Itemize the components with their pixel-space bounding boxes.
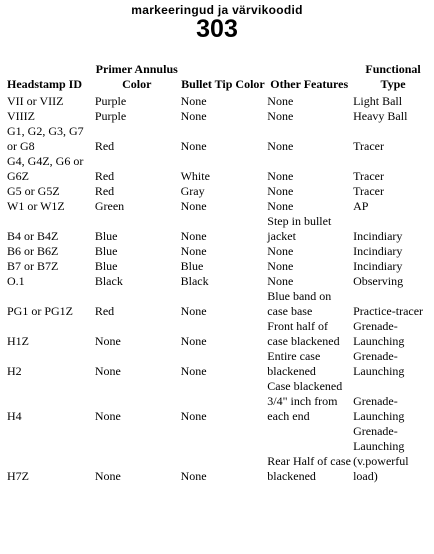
headstamp-id-cell: B4 or B4Z — [7, 229, 59, 243]
tip-color-cell: Gray — [180, 184, 205, 198]
functional-type-cell: Tracer — [353, 169, 384, 183]
headstamp-id-cell: O.1 — [7, 274, 25, 288]
column-header-primer-annulus-color: Primer Annulus Color — [95, 62, 178, 91]
table-row — [6, 214, 434, 244]
table-row — [6, 319, 434, 349]
headstamp-id-cell: G1, G2, G3, G7 or G8 — [7, 124, 84, 153]
primer-color-cell: Black — [94, 274, 123, 288]
tip-color-cell: None — [180, 139, 207, 153]
table-row — [6, 199, 434, 214]
other-features-cell: None — [267, 169, 294, 183]
tip-color-cell: None — [180, 199, 207, 213]
headstamp-id-cell: H7Z — [7, 469, 29, 483]
headstamp-id-cell: H4 — [7, 409, 22, 423]
functional-type-cell: Grenade-Launching — [353, 394, 405, 423]
functional-type-cell: Practice-tracer — [353, 304, 424, 318]
functional-type-cell: Grenade-Launching — [353, 349, 405, 378]
headstamp-table — [6, 62, 434, 484]
tip-color-cell: None — [180, 304, 207, 318]
table-row — [6, 109, 434, 124]
tip-color-cell: Black — [180, 274, 209, 288]
tip-color-cell: White — [180, 169, 210, 183]
column-header-functional-type: Functional Type — [365, 62, 421, 91]
primer-color-cell: Blue — [94, 259, 118, 273]
tip-color-cell: None — [180, 244, 207, 258]
primer-color-cell: None — [94, 469, 121, 483]
other-features-cell: None — [267, 199, 294, 213]
headstamp-id-cell: B7 or B7Z — [7, 259, 59, 273]
other-features-cell: Case blackened 3/4" inch from each end — [267, 379, 343, 423]
functional-type-cell: Heavy Ball — [353, 109, 408, 123]
primer-color-cell: Red — [94, 184, 115, 198]
primer-color-cell: Red — [94, 304, 115, 318]
functional-type-cell: Grenade-Launching (v.powerful load) — [353, 424, 409, 483]
primer-color-cell: Purple — [94, 94, 127, 108]
table-row — [6, 244, 434, 259]
tip-color-cell: None — [180, 94, 207, 108]
primer-color-cell: Red — [94, 139, 115, 153]
table-row — [6, 274, 434, 289]
other-features-cell: Blue band on case base — [267, 289, 332, 318]
table-row — [6, 379, 434, 424]
functional-type-cell: Incindiary — [353, 229, 403, 243]
headstamp-id-cell: VIIIZ — [7, 109, 35, 123]
other-features-cell: Step in bullet jacket — [267, 214, 332, 243]
headstamp-id-cell: H1Z — [7, 334, 29, 348]
other-features-cell: None — [267, 94, 294, 108]
other-features-cell: None — [267, 244, 294, 258]
table-header-row — [6, 62, 434, 94]
tip-color-cell: None — [180, 229, 207, 243]
table-row — [6, 259, 434, 274]
table-row — [6, 349, 434, 379]
table-row — [6, 94, 434, 109]
headstamp-id-cell: G4, G4Z, G6 or G6Z — [7, 154, 84, 183]
primer-color-cell: Purple — [94, 109, 127, 123]
functional-type-cell: Tracer — [353, 139, 384, 153]
column-header-bullet-tip-color: Bullet Tip Color — [181, 77, 265, 91]
primer-color-cell: Blue — [94, 229, 118, 243]
other-features-cell: None — [267, 274, 294, 288]
other-features-cell: Front half of case blackened — [267, 319, 340, 348]
primer-color-cell: Blue — [94, 244, 118, 258]
functional-type-cell: AP — [353, 199, 369, 213]
functional-type-cell: Light Ball — [353, 94, 403, 108]
other-features-cell: None — [267, 109, 294, 123]
headstamp-id-cell: W1 or W1Z — [7, 199, 65, 213]
table-row — [6, 124, 434, 154]
primer-color-cell: None — [94, 334, 121, 348]
page-title: 303 — [196, 15, 238, 43]
other-features-cell: None — [267, 259, 294, 273]
functional-type-cell: Incindiary — [353, 244, 403, 258]
tip-color-cell: None — [180, 109, 207, 123]
tip-color-cell: None — [180, 364, 207, 378]
headstamp-id-cell: PG1 or PG1Z — [7, 304, 74, 318]
headstamp-id-cell: H2 — [7, 364, 22, 378]
tip-color-cell: None — [180, 334, 207, 348]
headstamp-id-cell: VII or VIIZ — [7, 94, 64, 108]
headstamp-id-cell: G5 or G5Z — [7, 184, 60, 198]
tip-color-cell: None — [180, 469, 207, 483]
column-header-other-features: Other Features — [270, 77, 349, 91]
primer-color-cell: Green — [94, 199, 125, 213]
tip-color-cell: Blue — [180, 259, 204, 273]
primer-color-cell: Red — [94, 169, 115, 183]
other-features-cell: Entire case blackened — [267, 349, 321, 378]
primer-color-cell: None — [94, 409, 121, 423]
table-body — [6, 94, 434, 484]
other-features-cell: None — [267, 184, 294, 198]
table-row — [6, 154, 434, 184]
table-row — [6, 289, 434, 319]
functional-type-cell: Tracer — [353, 184, 384, 198]
table-row — [6, 424, 434, 484]
tip-color-cell: None — [180, 409, 207, 423]
column-header-headstamp-id: Headstamp ID — [7, 77, 83, 91]
page-heading — [0, 4, 434, 41]
primer-color-cell: None — [94, 364, 121, 378]
other-features-cell: Rear Half of case blackened — [267, 454, 351, 483]
table-row — [6, 184, 434, 199]
functional-type-cell: Observing — [353, 274, 404, 288]
page-subtitle: markeeringud ja värvikoodid — [131, 3, 303, 17]
functional-type-cell: Incindiary — [353, 259, 403, 273]
functional-type-cell: Grenade-Launching — [353, 319, 405, 348]
headstamp-id-cell: B6 or B6Z — [7, 244, 59, 258]
other-features-cell: None — [267, 139, 294, 153]
